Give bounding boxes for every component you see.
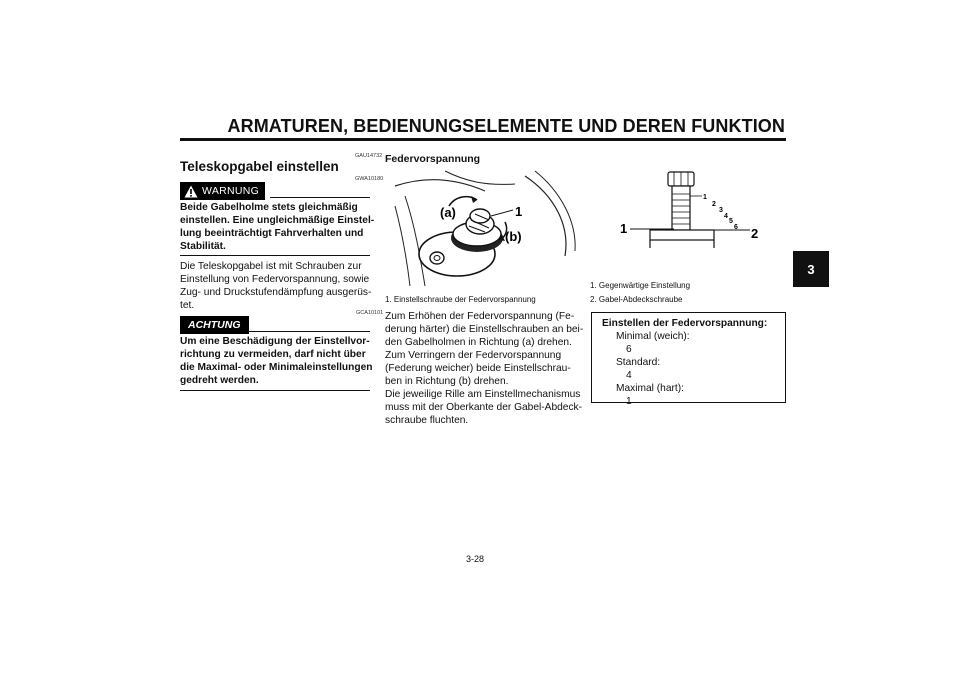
warning-text: Beide Gabelholme stets gleichmäßig einstellen. Eine ungleichmäßige Einstel- lung beeinträchtigt Fahrverhalten und Stabilität. [180, 202, 375, 252]
label-1: 1 [620, 221, 628, 236]
warning-badge [180, 182, 265, 200]
label-a: (a) [440, 205, 456, 220]
adjust-instructions: Zum Erhöhen der Federvorspannung (Fe- derung härter) die Einstellschrauben an bei- den Gabelholmen in Richtung (a) drehen. Zum Verringern der Federvorspannung (Federung weicher) beide Einstellschrau- ben in Richtung (b) drehen. Die jeweilige Rille am Einstellmechanismus muss mit der Oberkante der Gabel-Abdeck- schraube fluchten. [385, 311, 584, 426]
page-header-title: ARMATUREN, BEDIENUNGSELEMENTE UND DEREN FUNKTION [227, 116, 785, 136]
chapter-tab[interactable]: 3 [793, 251, 829, 287]
label-1: 1 [515, 204, 523, 219]
section-code: GAU14732 [355, 153, 383, 159]
adjuster-photo-illustration [385, 166, 580, 291]
warning-triangle-icon [184, 185, 198, 198]
adjuster-scale-diagram [590, 166, 785, 276]
svg-text:5: 5 [729, 218, 733, 225]
caution-code: GCA10101 [356, 310, 384, 316]
svg-text:1: 1 [703, 194, 707, 201]
preload-spec-box: Einstellen der Federvorspannung: Minimal (weich): 6 Standard: 4 Maximal (hart): 1 [591, 312, 786, 403]
label-b: (b) [505, 229, 522, 244]
svg-text:3: 3 [719, 207, 723, 214]
diagram-caption-2: 2. Gabel-Abdeckschraube [590, 295, 683, 304]
caution-badge: ACHTUNG [180, 316, 249, 334]
caution-bottom-rule [180, 390, 370, 391]
preload-heading: Federvorspannung [385, 153, 481, 165]
diagram-caption-1: 1. Gegenwärtige Einstellung [590, 281, 691, 290]
intro-paragraph: Die Teleskopgabel ist mit Schrauben zur Einstellung von Federvorspannung, sowie Zug- und Druckstufendämpfung ausgerüs- tet. [180, 261, 372, 311]
header-divider [180, 138, 786, 141]
warning-code: GWA10180 [355, 176, 384, 182]
spec-title: Einstellen der Federvorspannung: [602, 318, 768, 329]
svg-text:2: 2 [712, 201, 716, 208]
label-2: 2 [751, 226, 759, 241]
page-number: 3-28 [466, 554, 485, 564]
caution-text: Um eine Beschädigung der Einstellvor- richtung zu vermeiden, darf nicht über die Maximal- oder Minimaleinstellungen gedreht werden. [180, 336, 373, 386]
section-title: Teleskopgabel einstellen [180, 159, 339, 174]
svg-text:6: 6 [734, 224, 738, 231]
warning-top-rule [270, 197, 370, 198]
photo-caption: 1. Einstellschraube der Federvorspannung [385, 295, 536, 304]
caution-top-rule [248, 331, 370, 332]
warning-label: WARNUNG [202, 185, 260, 197]
svg-text:4: 4 [724, 213, 728, 220]
warning-bottom-rule [180, 255, 370, 256]
